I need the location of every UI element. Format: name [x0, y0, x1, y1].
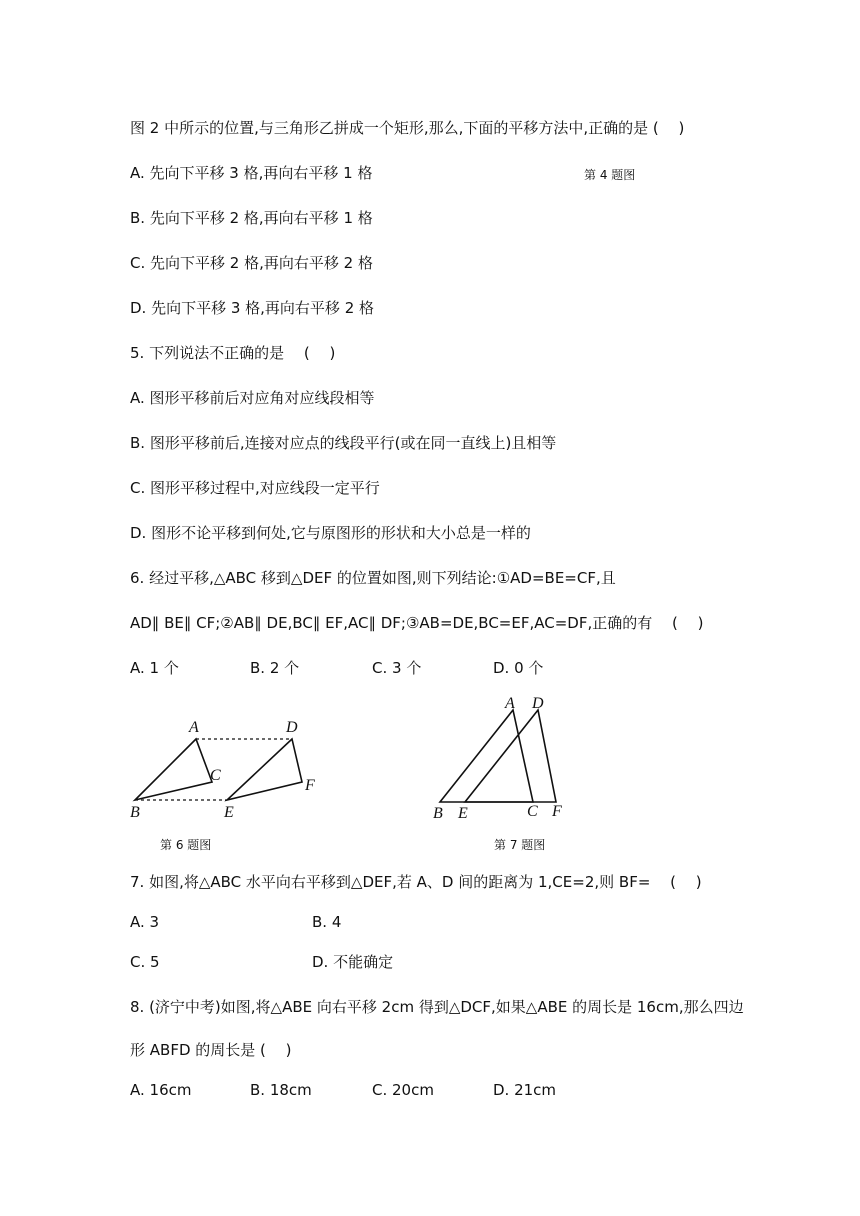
- q7-label-f: F: [552, 803, 562, 820]
- q7-option-d: D. 不能确定: [312, 953, 394, 971]
- q5-option-a: A. 图形平移前后对应角对应线段相等: [130, 389, 375, 407]
- q8-option-b: B. 18cm: [250, 1081, 312, 1099]
- q7-option-a: A. 3: [130, 913, 160, 931]
- q6-figure: [120, 710, 340, 825]
- q5-option-c: C. 图形平移过程中,对应线段一定平行: [130, 479, 380, 497]
- q6-stem-line2: AD∥ BE∥ CF;②AB∥ DE,BC∥ EF,AC∥ DF;③AB=DE,BC=EF,AC=DF,正确的有 ( ): [130, 614, 704, 632]
- q7-label-a: A: [505, 695, 515, 712]
- q7-label-e: E: [458, 805, 468, 822]
- q6-label-f: F: [305, 777, 315, 794]
- q7-label-d: D: [532, 695, 544, 712]
- q7-figure-caption: 第 7 题图: [494, 838, 546, 852]
- q5-option-d: D. 图形不论平移到何处,它与原图形的形状和大小总是一样的: [130, 524, 531, 542]
- q6-label-a: A: [189, 719, 199, 736]
- q8-option-d: D. 21cm: [493, 1081, 557, 1099]
- q4-figure-caption: 第 4 题图: [584, 168, 636, 182]
- q6-option-d: D. 0 个: [493, 659, 544, 677]
- q5-stem: 5. 下列说法不正确的是 ( ): [130, 344, 336, 362]
- q8-option-a: A. 16cm: [130, 1081, 192, 1099]
- q6-triangle-abc: [135, 739, 212, 800]
- q5-option-b: B. 图形平移前后,连接对应点的线段平行(或在同一直线上)且相等: [130, 434, 557, 452]
- q6-triangle-def: [227, 739, 302, 800]
- q4-option-d: D. 先向下平移 3 格,再向右平移 2 格: [130, 299, 375, 317]
- q7-figure: [425, 690, 585, 825]
- q4-option-c: C. 先向下平移 2 格,再向右平移 2 格: [130, 254, 373, 272]
- q7-option-c: C. 5: [130, 953, 160, 971]
- q6-option-b: B. 2 个: [250, 659, 300, 677]
- q6-option-a: A. 1 个: [130, 659, 179, 677]
- q7-stem: 7. 如图,将△ABC 水平向右平移到△DEF,若 A、D 间的距离为 1,CE=2,则 BF= ( ): [130, 873, 702, 891]
- q4-option-a: A. 先向下平移 3 格,再向右平移 1 格: [130, 164, 373, 182]
- q8-stem-line2: 形 ABFD 的周长是 ( ): [130, 1041, 292, 1059]
- q6-label-e: E: [224, 804, 234, 821]
- q6-stem-line1: 6. 经过平移,△ABC 移到△DEF 的位置如图,则下列结论:①AD=BE=CF,且: [130, 569, 616, 587]
- q7-label-b: B: [433, 805, 443, 822]
- q7-triangle-abc: [440, 710, 533, 802]
- q4-option-b: B. 先向下平移 2 格,再向右平移 1 格: [130, 209, 373, 227]
- q8-option-c: C. 20cm: [372, 1081, 434, 1099]
- q7-triangle-def: [465, 710, 556, 802]
- q8-stem-line1: 8. (济宁中考)如图,将△ABE 向右平移 2cm 得到△DCF,如果△ABE 的周长是 16cm,那么四边: [130, 998, 744, 1016]
- q6-label-b: B: [130, 804, 140, 821]
- q4-stem-tail: 图 2 中所示的位置,与三角形乙拼成一个矩形,那么,下面的平移方法中,正确的是 ( ): [130, 119, 685, 137]
- q6-label-c: C: [210, 767, 221, 784]
- q7-option-b: B. 4: [312, 913, 342, 931]
- q7-label-c: C: [527, 803, 538, 820]
- q6-option-c: C. 3 个: [372, 659, 422, 677]
- q6-figure-caption: 第 6 题图: [160, 838, 212, 852]
- q6-label-d: D: [286, 719, 298, 736]
